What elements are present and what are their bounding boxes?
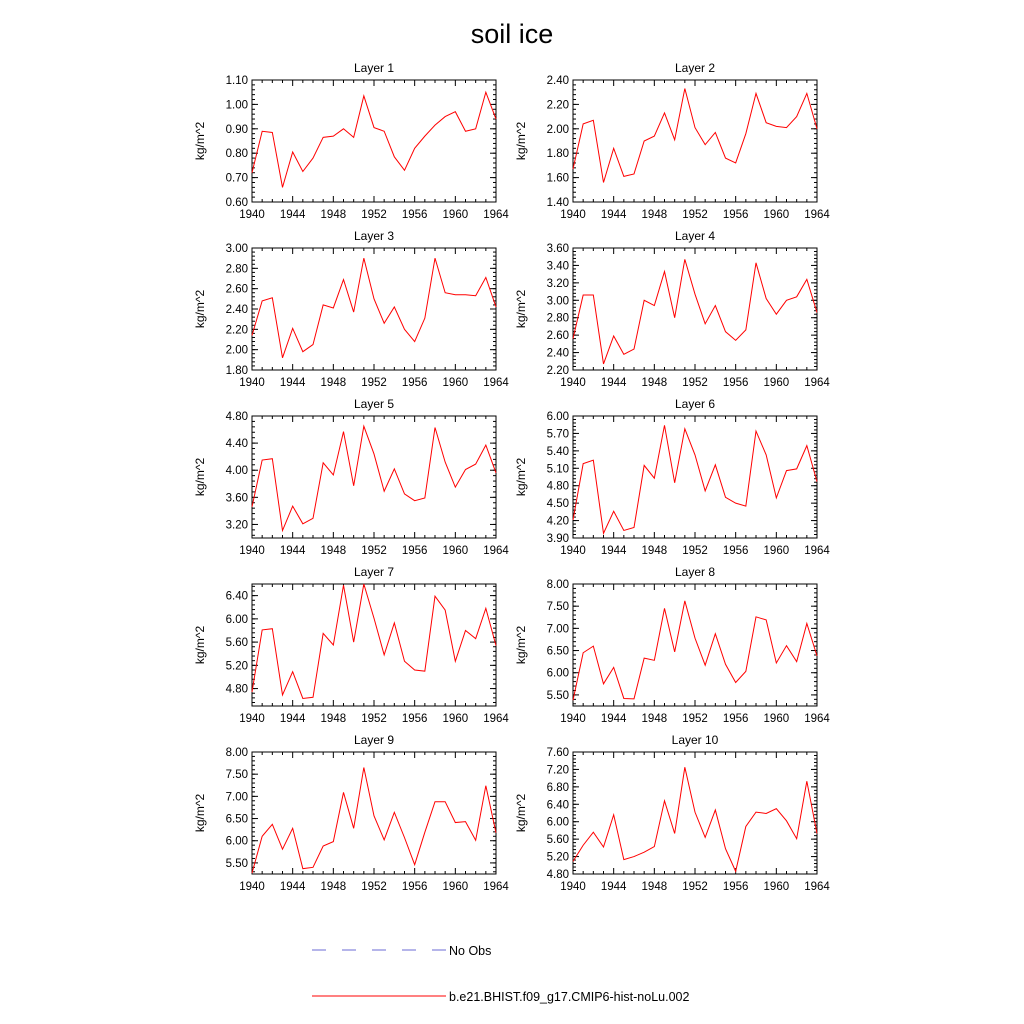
y-tick-label: 2.40 [546, 75, 569, 87]
y-tick-label: 2.20 [546, 99, 569, 112]
x-tick-label: 1952 [361, 881, 387, 893]
y-tick-label: 7.50 [225, 769, 248, 782]
panel-title: Layer 8 [674, 565, 716, 579]
y-tick-label: 0.80 [225, 148, 248, 161]
x-tick-label: 1940 [239, 377, 265, 389]
y-tick-label: 2.60 [546, 330, 569, 343]
y-tick-label: 6.80 [546, 781, 569, 794]
x-tick-label: 1960 [763, 713, 790, 725]
series-line [252, 584, 496, 698]
y-tick-label: 0.90 [225, 123, 248, 136]
x-tick-label: 1944 [279, 377, 306, 389]
x-tick-label: 1948 [320, 209, 347, 221]
panel-title: Layer 2 [674, 61, 716, 75]
y-tick-label: 2.20 [225, 324, 248, 337]
x-tick-label: 1960 [442, 881, 469, 893]
y-tick-label: 1.80 [546, 148, 569, 161]
x-tick-label: 1944 [279, 881, 306, 893]
y-tick-label: 4.40 [225, 438, 248, 451]
panel-title: Layer 6 [674, 397, 716, 411]
y-tick-label: 8.00 [546, 579, 569, 591]
y-tick-label: 1.40 [546, 197, 569, 209]
y-tick-label: 2.80 [546, 312, 569, 325]
y-tick-label: 7.00 [225, 791, 248, 804]
x-tick-label: 1952 [361, 209, 387, 221]
panel-layer-4 [514, 229, 830, 389]
x-tick-label: 1952 [682, 209, 708, 221]
x-tick-label: 1940 [560, 377, 586, 389]
x-tick-label: 1940 [239, 881, 265, 893]
y-tick-label: 3.60 [225, 492, 248, 505]
panel-title: Layer 9 [353, 733, 395, 747]
x-tick-label: 1948 [320, 377, 347, 389]
series-line [573, 767, 817, 871]
series-line [252, 92, 496, 187]
y-tick-label: 4.20 [546, 515, 569, 528]
x-tick-label: 1956 [722, 545, 749, 557]
x-tick-label: 1944 [600, 545, 627, 557]
x-tick-label: 1964 [483, 377, 509, 389]
y-tick-label: 6.00 [225, 835, 248, 848]
y-tick-label: 5.70 [546, 428, 569, 441]
y-tick-label: 6.00 [546, 667, 569, 680]
x-tick-label: 1960 [442, 377, 469, 389]
y-tick-label: 6.00 [546, 816, 569, 829]
y-tick-label: 5.60 [225, 637, 248, 650]
x-tick-label: 1944 [279, 545, 306, 557]
y-tick-label: 5.50 [225, 857, 248, 870]
x-tick-label: 1960 [763, 881, 790, 893]
x-tick-label: 1964 [483, 713, 509, 725]
x-tick-label: 1952 [682, 545, 708, 557]
x-tick-label: 1948 [320, 545, 347, 557]
y-axis-label: kg/m^2 [193, 625, 207, 665]
y-tick-label: 6.00 [546, 411, 569, 423]
figure-title: soil ice [470, 19, 554, 49]
x-tick-label: 1952 [361, 713, 387, 725]
y-tick-label: 1.60 [546, 172, 569, 185]
x-tick-label: 1940 [560, 713, 586, 725]
y-tick-label: 4.80 [225, 411, 248, 423]
panel-layer-8 [514, 565, 830, 725]
series-line [252, 426, 496, 530]
legend-label: No Obs [449, 944, 492, 958]
x-tick-label: 1960 [442, 713, 469, 725]
y-tick-label: 2.20 [546, 365, 569, 377]
y-axis-label: kg/m^2 [193, 793, 207, 833]
x-tick-label: 1940 [239, 209, 265, 221]
y-tick-label: 6.50 [546, 645, 569, 658]
x-tick-label: 1944 [600, 713, 627, 725]
y-tick-label: 4.80 [546, 869, 569, 881]
y-tick-label: 3.20 [225, 519, 248, 532]
panel-title: Layer 10 [671, 733, 719, 747]
panel-title: Layer 7 [353, 565, 395, 579]
panel-layer-7 [193, 565, 509, 725]
x-tick-label: 1948 [641, 713, 668, 725]
y-tick-label: 4.00 [225, 465, 248, 478]
panel-title: Layer 5 [353, 397, 395, 411]
x-tick-label: 1952 [361, 377, 387, 389]
y-tick-label: 5.20 [225, 660, 248, 673]
x-tick-label: 1944 [600, 209, 627, 221]
x-tick-label: 1956 [722, 713, 749, 725]
y-tick-label: 6.40 [225, 590, 248, 603]
panel-layer-1 [193, 61, 509, 221]
y-tick-label: 2.40 [225, 304, 248, 316]
x-tick-label: 1960 [442, 545, 469, 557]
y-tick-label: 5.20 [546, 851, 569, 864]
panel-title: Layer 1 [353, 61, 395, 75]
x-tick-label: 1940 [560, 881, 586, 893]
legend [312, 944, 689, 1004]
y-axis-label: kg/m^2 [514, 793, 528, 833]
y-tick-label: 7.20 [546, 764, 569, 777]
x-tick-label: 1944 [279, 209, 306, 221]
y-tick-label: 7.50 [546, 601, 569, 614]
x-tick-label: 1964 [804, 713, 830, 725]
y-axis-label: kg/m^2 [514, 625, 528, 665]
plot-frame [573, 584, 817, 706]
x-tick-label: 1952 [361, 545, 387, 557]
y-tick-label: 4.80 [546, 480, 569, 493]
y-axis-label: kg/m^2 [193, 121, 207, 161]
y-axis-label: kg/m^2 [193, 457, 207, 497]
x-tick-label: 1948 [641, 209, 668, 221]
x-tick-label: 1956 [401, 545, 428, 557]
y-tick-label: 3.40 [546, 260, 569, 273]
panel-title: Layer 3 [353, 229, 395, 243]
x-tick-label: 1940 [239, 713, 265, 725]
series-line [252, 768, 496, 874]
x-tick-label: 1964 [804, 545, 830, 557]
y-axis-label: kg/m^2 [514, 289, 528, 329]
x-tick-label: 1948 [320, 713, 347, 725]
legend-item [312, 990, 689, 1004]
panel-layer-10 [514, 733, 830, 893]
y-tick-label: 7.60 [546, 747, 569, 759]
chart-panels [193, 61, 830, 893]
plot-frame [573, 80, 817, 202]
y-tick-label: 3.90 [546, 533, 569, 545]
y-axis-label: kg/m^2 [193, 289, 207, 329]
plot-frame [252, 416, 496, 538]
x-tick-label: 1964 [804, 881, 830, 893]
y-tick-label: 6.40 [546, 799, 569, 812]
y-tick-label: 5.50 [546, 689, 569, 702]
panel-title: Layer 4 [674, 229, 716, 243]
y-tick-label: 8.00 [225, 747, 248, 759]
panel-layer-6 [514, 397, 830, 557]
legend-item [312, 944, 491, 958]
series-line [573, 259, 817, 364]
x-tick-label: 1960 [763, 209, 790, 221]
y-tick-label: 3.60 [546, 243, 569, 255]
y-tick-label: 3.00 [225, 243, 248, 255]
x-tick-label: 1956 [401, 377, 428, 389]
y-tick-label: 6.00 [225, 613, 248, 626]
y-tick-label: 3.20 [546, 277, 569, 290]
x-tick-label: 1964 [483, 545, 509, 557]
y-tick-label: 5.40 [546, 445, 569, 458]
x-tick-label: 1956 [722, 881, 749, 893]
y-tick-label: 3.00 [546, 295, 569, 308]
y-tick-label: 5.60 [546, 834, 569, 847]
plot-frame [252, 80, 496, 202]
y-tick-label: 1.80 [225, 365, 248, 377]
y-tick-label: 7.00 [546, 623, 569, 636]
panel-layer-3 [193, 229, 509, 389]
y-tick-label: 2.60 [225, 283, 248, 296]
plot-frame [252, 752, 496, 874]
plot-frame [252, 248, 496, 370]
x-tick-label: 1960 [763, 377, 790, 389]
y-tick-label: 4.80 [225, 683, 248, 696]
x-tick-label: 1960 [763, 545, 790, 557]
panel-layer-2 [514, 61, 830, 221]
x-tick-label: 1940 [560, 209, 586, 221]
y-tick-label: 0.70 [225, 172, 248, 185]
panel-layer-9 [193, 733, 509, 893]
series-line [573, 601, 817, 700]
panel-layer-5 [193, 397, 509, 557]
y-tick-label: 2.00 [225, 344, 248, 357]
x-tick-label: 1956 [401, 713, 428, 725]
y-tick-label: 0.60 [225, 197, 248, 209]
x-tick-label: 1944 [600, 377, 627, 389]
x-tick-label: 1948 [641, 881, 668, 893]
x-tick-label: 1944 [600, 881, 627, 893]
y-axis-label: kg/m^2 [514, 121, 528, 161]
x-tick-label: 1940 [560, 545, 586, 557]
y-tick-label: 2.40 [546, 347, 569, 360]
y-tick-label: 1.00 [225, 99, 248, 112]
x-tick-label: 1940 [239, 545, 265, 557]
x-tick-label: 1964 [804, 209, 830, 221]
series-line [252, 258, 496, 358]
y-tick-label: 5.10 [546, 463, 569, 476]
x-tick-label: 1956 [722, 209, 749, 221]
x-tick-label: 1956 [401, 209, 428, 221]
y-tick-label: 1.10 [225, 75, 248, 87]
x-tick-label: 1948 [320, 881, 347, 893]
series-line [573, 89, 817, 183]
y-axis-label: kg/m^2 [514, 457, 528, 497]
plot-frame [252, 584, 496, 706]
x-tick-label: 1960 [442, 209, 469, 221]
y-tick-label: 4.50 [546, 498, 569, 511]
y-tick-label: 2.00 [546, 123, 569, 136]
x-tick-label: 1952 [682, 713, 708, 725]
y-tick-label: 2.80 [225, 263, 248, 276]
x-tick-label: 1964 [483, 209, 509, 221]
x-tick-label: 1952 [682, 377, 708, 389]
x-tick-label: 1956 [722, 377, 749, 389]
x-tick-label: 1948 [641, 377, 668, 389]
legend-label: b.e21.BHIST.f09_g17.CMIP6-hist-noLu.002 [449, 990, 690, 1004]
x-tick-label: 1964 [804, 377, 830, 389]
x-tick-label: 1952 [682, 881, 708, 893]
series-line [573, 425, 817, 533]
x-tick-label: 1948 [641, 545, 668, 557]
y-tick-label: 6.50 [225, 813, 248, 826]
x-tick-label: 1944 [279, 713, 306, 725]
x-tick-label: 1956 [401, 881, 428, 893]
x-tick-label: 1964 [483, 881, 509, 893]
